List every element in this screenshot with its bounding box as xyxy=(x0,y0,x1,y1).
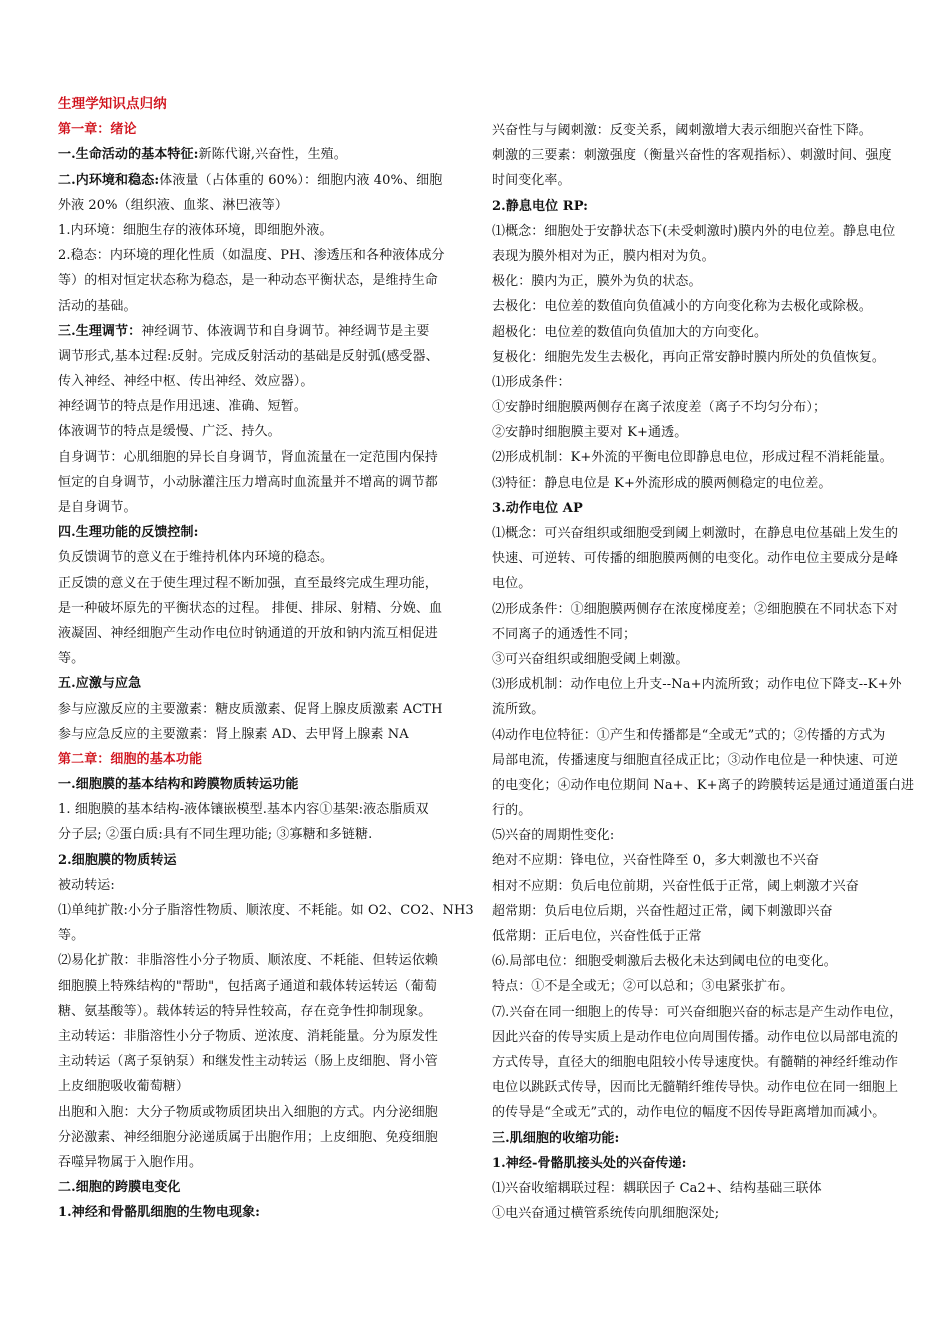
text-line: ⑶形成机制：动作电位上升支--Na+内流所致；动作电位下降支--K+外 xyxy=(492,677,902,693)
text-line: 行的。 xyxy=(492,803,532,819)
heading-line xyxy=(58,319,476,344)
text-line: ⑸兴奋的周期性变化: xyxy=(492,828,615,844)
heading-label: 一.生命活动的基本特征: xyxy=(58,147,199,163)
text-line: 吞噬异物属于入胞作用。 xyxy=(58,1154,203,1170)
text-line: ⑺.兴奋在同一细胞上的传导：可兴奋细胞兴奋的标志是产生动作电位， xyxy=(492,1004,903,1020)
text-line: 的电变化；④动作电位期间 Na+、K+离子的跨膜转运是通过通道蛋白进 xyxy=(492,777,915,793)
heading-line: 3.动作电位 AP xyxy=(492,500,583,516)
text-line: 恒定的自身调节，小动脉灌注压力增高时血流量并不增高的调节都 xyxy=(58,474,438,490)
text-line: 传入神经、神经中枢、传出神经、效应器）。 xyxy=(58,374,314,390)
text-line: 电位。 xyxy=(492,576,532,592)
heading-line: 一.细胞膜的基本结构和跨膜物质转运功能 xyxy=(58,777,299,793)
text-line: 正反馈的意义在于使生理过程不断加强，直至最终完成生理功能， xyxy=(58,575,438,591)
text-line: 的传导是“全或无”式的，动作电位的幅度不因传导距离增加而减小。 xyxy=(492,1105,886,1121)
heading-line: 第一章：绪论 xyxy=(58,122,137,138)
text-line: 兴奋性与与阈刺激：反变关系，阈刺激增大表示细胞兴奋性下降。 xyxy=(492,123,872,138)
text-line: 体液调节的特点是缓慢、广泛、持久。 xyxy=(58,424,281,440)
text-line: ⑷动作电位特征：①产生和传播都是“全或无”式的；②传播的方式为 xyxy=(492,727,886,743)
text-line: 方式传导，直径大的细胞电阻较小传导速度快。有髓鞘的神经纤维动作 xyxy=(492,1054,899,1070)
heading-line: 第二章：细胞的基本功能 xyxy=(58,751,203,767)
text-line: 电位以跳跃式传导，因而比无髓鞘纤维传导快。动作电位在同一细胞上 xyxy=(492,1080,899,1096)
document-title: 生理学知识点归纳 xyxy=(58,96,167,112)
heading-line: 1.神经和骨骼肌细胞的生物电现象: xyxy=(58,1205,261,1221)
text-line: 主动转运：非脂溶性小分子物质、逆浓度、消耗能量。分为原发性 xyxy=(58,1028,438,1044)
text-line: ②安静时细胞膜主要对 K+通透。 xyxy=(492,425,688,441)
text-line: 是一种破坏原先的平衡状态的过程。 排便、排尿、射精、分娩、血 xyxy=(58,600,443,616)
heading-line xyxy=(58,142,476,167)
right-column xyxy=(492,118,936,1226)
text-line: 活动的基础。 xyxy=(58,298,137,314)
text-line: ⑹.局部电位：细胞受刺激后去极化未达到阈电位的电变化。 xyxy=(492,954,837,970)
text-line: 去极化：电位差的数值向负值减小的方向变化称为去极化或除极。 xyxy=(492,299,872,315)
text-line: ⑴兴奋收缩耦联过程：耦联因子 Ca2+、结构基础三联体 xyxy=(492,1180,822,1196)
heading-text: 新陈代谢,兴奋性，生殖。 xyxy=(198,147,347,163)
text-line: 绝对不应期：锋电位，兴奋性降至 0，多大刺激也不兴奋 xyxy=(492,853,820,869)
text-line: 出胞和入胞：大分子物质或物质团块出入细胞的方式。内分泌细胞 xyxy=(58,1104,438,1120)
text-line: 刺激的三要素：刺激强度（衡量兴奋性的客观指标）、刺激时间、强度 xyxy=(492,148,892,164)
text-line: 上皮细胞吸收葡萄糖） xyxy=(58,1079,190,1095)
heading-line: 2.细胞膜的物质转运 xyxy=(58,852,177,868)
text-line: 不同离子的通透性不同； xyxy=(492,626,637,642)
text-line: 时间变化率。 xyxy=(492,173,571,189)
text-line: 超常期：负后电位后期，兴奋性超过正常，阈下刺激即兴奋 xyxy=(492,903,833,919)
text-line: 低常期：正后电位，兴奋性低于正常 xyxy=(492,929,702,944)
text-line: ①安静时细胞膜两侧存在离子浓度差（离子不均匀分布）； xyxy=(492,400,827,416)
text-line: ③可兴奋组织或细胞受阈上刺激。 xyxy=(492,651,689,667)
heading-text: 体液量（占体重的 60%）：细胞内液 40%、细胞 xyxy=(159,172,443,188)
text-line: 负反馈调节的意义在于维持机体内环境的稳态。 xyxy=(58,550,334,566)
heading-line: 四.生理功能的反馈控制: xyxy=(58,525,199,541)
text-line: 快速、可逆转、可传播的细胞膜两侧的电变化。动作电位主要成分是峰 xyxy=(492,551,899,567)
heading-line: 五.应激与应急 xyxy=(58,676,142,692)
heading-text: 神经调节、体液调节和自身调节。神经调节是主要 xyxy=(141,323,430,339)
text-line: 2.稳态：内环境的理化性质（如温度、PH、渗透压和各种液体成分 xyxy=(58,248,445,264)
text-line: 等）的相对恒定状态称为稳态，是一种动态平衡状态，是维持生命 xyxy=(58,273,438,289)
text-line: ⑶特征：静息电位是 K+外流形成的膜两侧稳定的电位差。 xyxy=(492,475,832,491)
text-line: 流所致。 xyxy=(492,702,545,718)
text-line: 等。 xyxy=(58,928,85,944)
text-line: ①电兴奋通过横管系统传向肌细胞深处; xyxy=(492,1206,720,1222)
text-line: 复极化：细胞先发生去极化，再向正常安静时膜内所处的负值恢复。 xyxy=(492,349,886,365)
heading-label: 二.内环境和稳态: xyxy=(58,172,160,188)
text-line: ⑵形成条件：①细胞膜两侧存在浓度梯度差；②细胞膜在不同状态下对 xyxy=(492,601,899,617)
text-line: ⑴单纯扩散:小分子脂溶性物质、顺浓度、不耗能。如 O2、CO2、NH3 xyxy=(58,903,474,918)
text-line: 分子层; ②蛋白质:具有不同生理功能; ③寡糖和多链糖. xyxy=(58,827,373,843)
text-line: 神经调节的特点是作用迅速、准确、短暂。 xyxy=(58,399,307,415)
text-line: ⑵形成机制：K+外流的平衡电位即静息电位，形成过程不消耗能量。 xyxy=(492,450,893,466)
text-line: 局部电流，传播速度与细胞直径成正比；③动作电位是一种快速、可逆 xyxy=(492,752,899,768)
text-line: 相对不应期：负后电位前期，兴奋性低于正常，阈上刺激才兴奋 xyxy=(492,878,859,894)
text-line: 表现为膜外相对为正，膜内相对为负。 xyxy=(492,248,715,264)
text-line: ⑵易化扩散：非脂溶性小分子物质、顺浓度、不耗能、但转运依赖 xyxy=(58,953,438,969)
text-line: 细胞膜上特殊结构的"帮助"，包括离子通道和载体转运转运（葡萄 xyxy=(58,978,437,994)
text-line: 参与应激反应的主要激素：糖皮质激素、促肾上腺皮质激素 ACTH xyxy=(58,701,443,717)
text-line: 调节形式,基本过程:反射。完成反射活动的基础是反射弧(感受器、 xyxy=(58,348,439,364)
text-line: 1. 细胞膜的基本结构-液体镶嵌模型.基本内容①基架:液态脂质双 xyxy=(58,802,429,818)
text-line: 被动转运: xyxy=(58,877,115,893)
text-line: 超极化：电位差的数值向负值加大的方向变化。 xyxy=(492,324,768,340)
text-line: 参与应急反应的主要激素：肾上腺素 AD、去甲肾上腺素 NA xyxy=(58,726,409,742)
text-line: 糖、氨基酸等）。载体转运的特异性较高，存在竞争性抑制现象。 xyxy=(58,1003,432,1019)
text-line: ⑴概念：可兴奋组织或细胞受到阈上刺激时，在静息电位基础上发生的 xyxy=(492,526,899,541)
text-line: ⑴概念：细胞处于安静状态下(未受刺激时)膜内外的电位差。静息电位 xyxy=(492,223,896,239)
heading-line: 二.细胞的跨膜电变化 xyxy=(58,1180,181,1196)
text-line: 1.内环境：细胞生存的液体环境，即细胞外液。 xyxy=(58,222,333,238)
text-line: 自身调节：心肌细胞的异长自身调节，肾血流量在一定范围内保持 xyxy=(58,449,438,465)
heading-label: 三.生理调节： xyxy=(58,323,142,339)
text-line: 液凝固、神经细胞产生动作电位时钠通道的开放和钠内流互相促进 xyxy=(58,625,438,641)
text-line: 等。 xyxy=(58,651,85,667)
heading-line: 2.静息电位 RP: xyxy=(492,198,589,214)
heading-line: 三.肌细胞的收缩功能: xyxy=(492,1130,620,1146)
text-line: 因此兴奋的传导实质上是动作电位向周围传播。动作电位以局部电流的 xyxy=(492,1029,899,1045)
text-line: 主动转运（离子泵钠泵）和继发性主动转运（肠上皮细胞、肾小管 xyxy=(58,1054,438,1070)
text-line: 极化：膜内为正，膜外为负的状态。 xyxy=(492,274,702,290)
text-line: 特点：①不是全或无；②可以总和；③电紧张扩布。 xyxy=(492,979,794,995)
text-line: ⑴形成条件： xyxy=(492,374,571,390)
text-line: 外液 20%（组织液、血浆、淋巴液等） xyxy=(58,197,288,213)
left-column xyxy=(58,92,476,1225)
heading-line xyxy=(58,168,476,193)
heading-line: 1.神经-骨骼肌接头处的兴奋传递: xyxy=(492,1155,687,1171)
text-line: 是自身调节。 xyxy=(58,500,137,515)
text-line: 分泌激素、神经细胞分泌递质属于出胞作用；上皮细胞、免疫细胞 xyxy=(58,1129,438,1145)
